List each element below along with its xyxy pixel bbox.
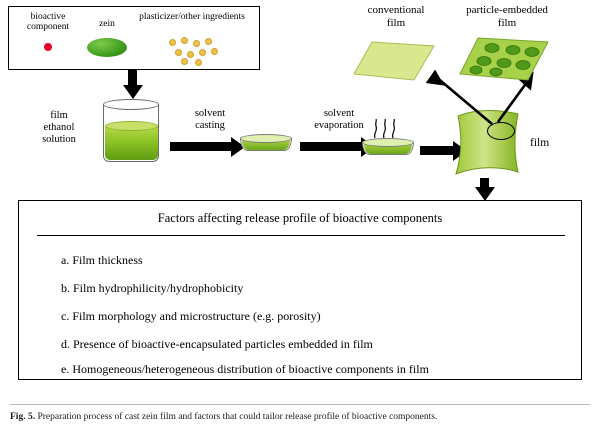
caption-divider bbox=[10, 404, 590, 405]
step2-line1: solvent bbox=[323, 108, 355, 119]
particle-film-label bbox=[452, 4, 562, 29]
particle-embedded-film-icon bbox=[458, 36, 550, 84]
factor-item-e: e. Homogeneous/heterogeneous distribution of bioactive components in film bbox=[61, 362, 429, 376]
petri-dish-wet-icon bbox=[240, 134, 292, 156]
conventional-film-icon bbox=[352, 40, 436, 84]
step-solvent-casting-label bbox=[172, 108, 248, 132]
bioactive-dot-icon bbox=[44, 43, 52, 51]
arrow-casting bbox=[170, 142, 232, 151]
figure-caption bbox=[10, 412, 590, 422]
petri-dish-dry-icon bbox=[362, 138, 414, 160]
factor-item-b: b. Film hydrophilicity/hydrophobicity bbox=[61, 281, 244, 295]
caption-label: Fig. 5. bbox=[10, 412, 36, 422]
factors-box bbox=[18, 200, 582, 380]
factor-item-c: c. Film morphology and microstructure (e.g. porosity) bbox=[61, 309, 321, 323]
arrow-to-film bbox=[420, 146, 454, 155]
beaker-icon bbox=[103, 98, 161, 164]
caption-text: Preparation process of cast zein film and factors that could tailor release profile of bioactive components. bbox=[37, 412, 438, 422]
particle-label-line1: particle-embedded bbox=[466, 4, 548, 16]
solution-label-line2: ethanol bbox=[43, 122, 75, 134]
conventional-film-label bbox=[348, 4, 444, 29]
film-label: film bbox=[530, 137, 550, 149]
solution-label-line1: film bbox=[50, 110, 68, 121]
factors-divider bbox=[37, 235, 565, 236]
factors-title: Factors affecting release profile of bioactive components bbox=[157, 211, 443, 225]
arrow-film-to-factors bbox=[480, 178, 489, 188]
step2-line2: evaporation bbox=[314, 120, 364, 132]
arrow-legend-to-beaker bbox=[128, 70, 137, 86]
legend-zein-label: zein bbox=[99, 19, 115, 29]
solution-label-line3: solution bbox=[42, 134, 76, 146]
zein-ellipse-icon bbox=[87, 38, 127, 57]
legend-plasticizer-label: plasticizer/other ingredients bbox=[139, 12, 245, 22]
step1-line1: solvent bbox=[194, 108, 226, 119]
legend-box bbox=[8, 6, 260, 70]
step1-line2: casting bbox=[195, 120, 225, 132]
plasticizer-dots-icon bbox=[167, 37, 227, 63]
conventional-label-line1: conventional bbox=[367, 4, 425, 16]
conventional-label-line2: film bbox=[386, 16, 406, 29]
solution-label bbox=[24, 110, 94, 146]
arrow-evaporation bbox=[300, 142, 362, 151]
factor-item-d: d. Presence of bioactive-encapsulated particles embedded in film bbox=[61, 337, 373, 351]
factor-item-a: a. Film thickness bbox=[61, 253, 143, 267]
particle-label-line2: film bbox=[497, 16, 517, 29]
legend-bioactive-label: bioactive component bbox=[26, 12, 70, 33]
